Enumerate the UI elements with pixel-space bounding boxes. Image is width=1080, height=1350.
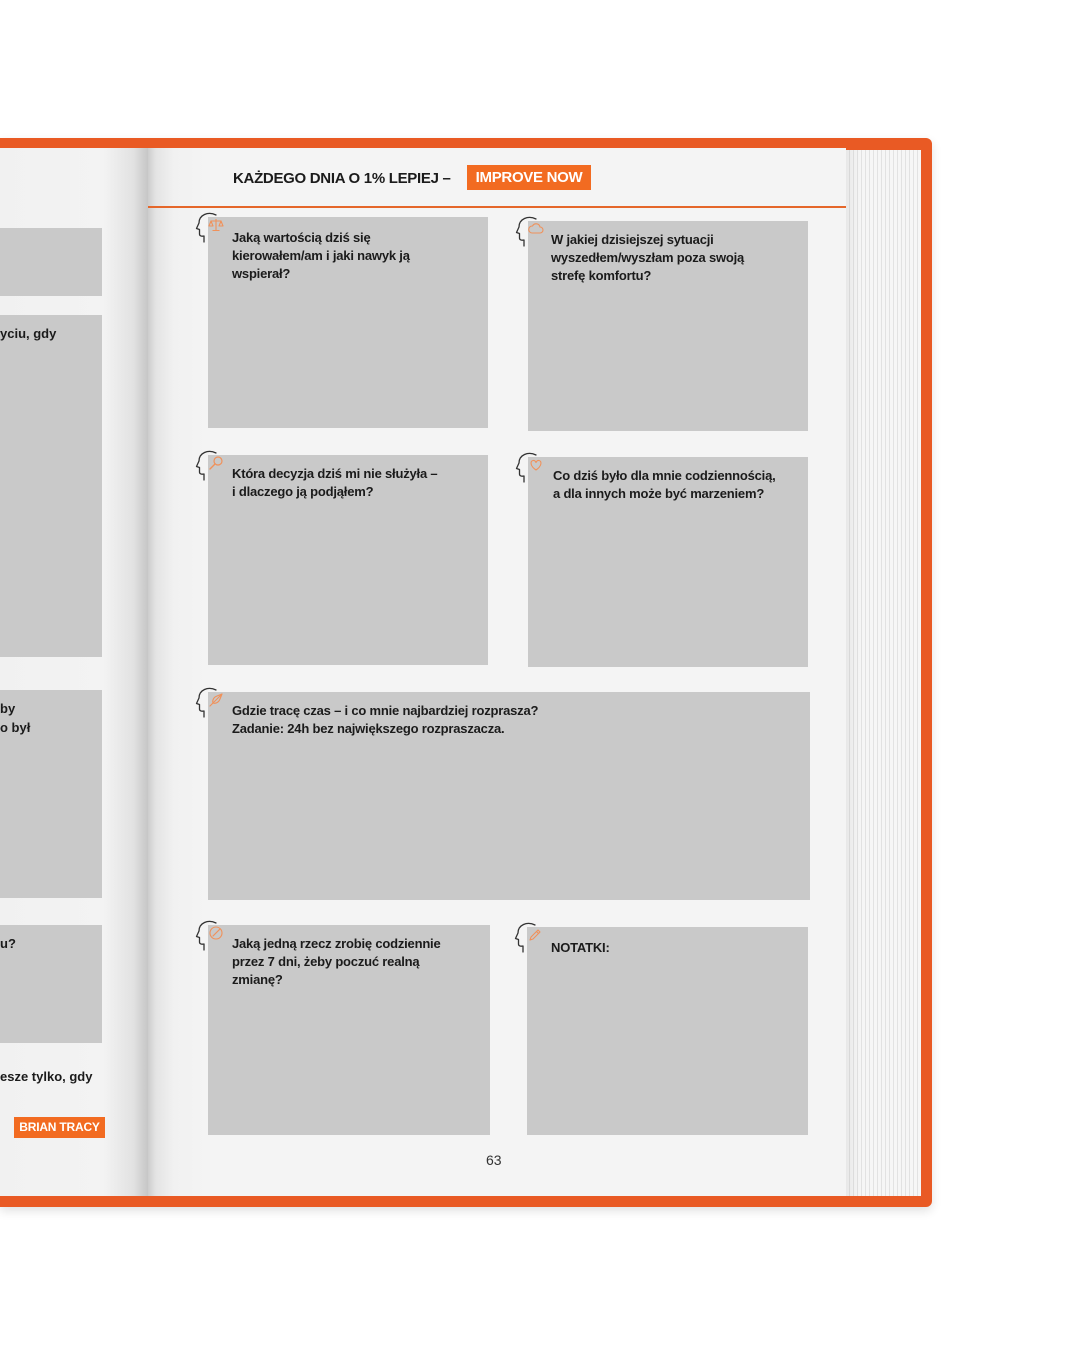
right-page bbox=[148, 148, 846, 1196]
prompt-question: W jakiej dzisiejszej sytuacji wyszedłem/wyszłam poza swoją strefę komfortu? bbox=[551, 232, 745, 283]
prompt-icon bbox=[194, 449, 228, 483]
cloud-icon bbox=[528, 221, 544, 237]
left-answer-box bbox=[0, 315, 102, 657]
author-badge: BRIAN TRACY bbox=[14, 1117, 105, 1138]
prompt-icon bbox=[194, 686, 228, 720]
prompt-box-notes bbox=[527, 927, 808, 1135]
notes-label: NOTATKI: bbox=[551, 940, 610, 955]
prompt-icon bbox=[194, 211, 228, 245]
left-text-fragment: esze tylko, gdy bbox=[0, 1069, 93, 1084]
magnifier-icon bbox=[208, 455, 224, 471]
left-text-fragment: yciu, gdy bbox=[0, 326, 57, 341]
header-divider bbox=[148, 206, 846, 208]
prompt-box-gratitude bbox=[528, 457, 808, 667]
target-icon bbox=[208, 925, 224, 941]
page-edges bbox=[846, 150, 921, 1196]
prompt-question: Jaką wartością dziś się kierowałem/am i jaki nawyk ją wspierał? bbox=[232, 230, 410, 281]
prompt-question: Jaką jedną rzecz zrobię codziennie przez 7 dni, żeby poczuć realną zmianę? bbox=[232, 936, 441, 987]
left-page bbox=[0, 148, 148, 1196]
header-badge: IMPROVE NOW bbox=[467, 165, 591, 190]
left-text-fragment: by bbox=[0, 701, 16, 716]
left-answer-box bbox=[0, 228, 102, 296]
scales-icon bbox=[208, 217, 224, 233]
prompt-icon bbox=[514, 451, 548, 485]
prompt-question: Która decyzja dziś mi nie służyła – i dlaczego ją podjąłem? bbox=[232, 466, 438, 499]
pencil-icon bbox=[527, 927, 543, 943]
prompt-icon bbox=[514, 215, 548, 249]
prompt-box-distractions bbox=[208, 692, 810, 900]
rocket-icon bbox=[208, 692, 224, 708]
page-header-title: KAŻDEGO DNIA O 1% LEPIEJ – bbox=[233, 170, 451, 187]
prompt-box-habit bbox=[208, 925, 490, 1135]
prompt-box-values bbox=[208, 217, 488, 428]
left-text-fragment: u? bbox=[0, 936, 16, 951]
prompt-question: Co dziś było dla mnie codziennością, a dla innych może być marzeniem? bbox=[553, 468, 776, 501]
page-number: 63 bbox=[486, 1152, 502, 1168]
heart-icon bbox=[528, 457, 544, 473]
prompt-question: Gdzie tracę czas – i co mnie najbardziej rozprasza? bbox=[232, 703, 539, 718]
prompt-task: Zadanie: 24h bez największego rozpraszacza. bbox=[232, 721, 505, 736]
prompt-icon bbox=[194, 919, 228, 953]
prompt-icon bbox=[513, 921, 547, 955]
left-text-fragment: o był bbox=[0, 720, 31, 735]
prompt-box-decision bbox=[208, 455, 488, 665]
prompt-box-comfort-zone bbox=[528, 221, 808, 431]
